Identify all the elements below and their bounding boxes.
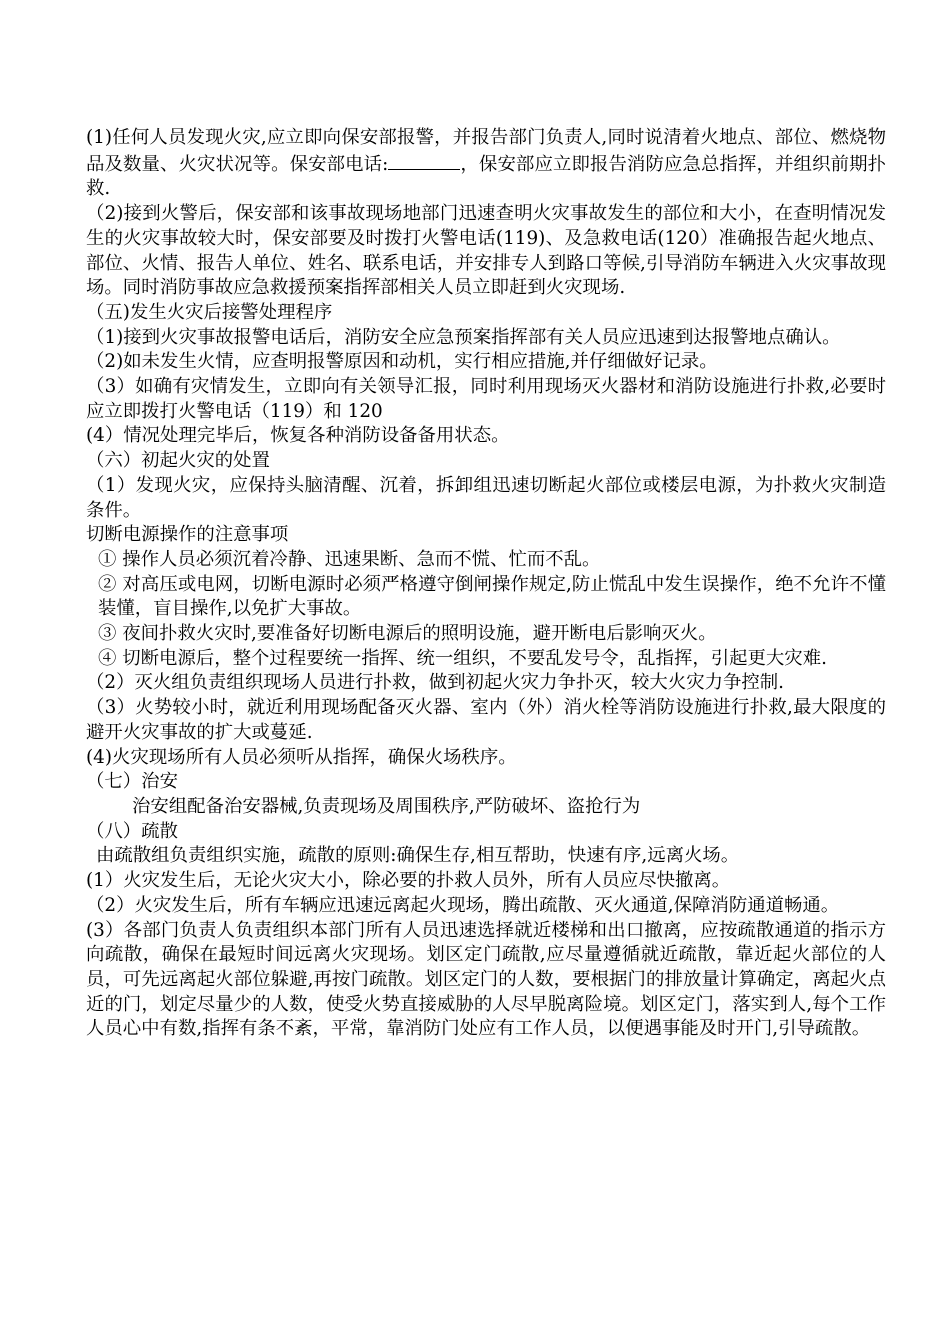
paragraph-confirm-location: （1)接到火灾事故报警电话后，消防安全应急预案指挥部有关人员应迅速到达报警地点确认。 <box>86 326 841 348</box>
phone-blank <box>388 151 460 170</box>
subheading-power-notes: 切断电源操作的注意事项 <box>86 524 289 546</box>
paragraph-vehicles: （2）火灾发生后，所有车辆应迅速远离起火现场，腾出疏散、灭火通道,保障消防通道畅通。 <box>86 894 840 916</box>
paragraph-small-fire: （3）火势较小时，就近利用现场配备灭火器、室内（外）消火栓等消防设施进行扑救,最大限度的避开火灾事故的扩大或蔓延. <box>86 697 886 743</box>
paragraph-after-alarm: （2)接到火警后，保安部和该事故现场地部门迅速查明火灾事故发生的部位和大小，在查明情况发生的火灾事故较大时，保安部要及时拨打火警电话(119)、及急救电话(120）准确报告起火地点、部位、火情、报告人单位、姓名、联系电话，并安排专人到路口等候,引导消防车辆进入火灾事故现场。同时消防事故应急救援预案指挥部相关人员立即赶到火灾现场. <box>86 203 886 299</box>
paragraph-evacuate-people: (1）火灾发生后，无论火灾大小，除必要的扑救人员外，所有人员应尽快撤离。 <box>86 870 731 892</box>
note-item-3: ③ 夜间扑救火灾时,要准备好切断电源后的照明设施，避开断电后影响灭火。 <box>98 623 717 645</box>
paragraph-fire-confirmed: （3）如确有灾情发生，立即向有关领导汇报，同时利用现场灭火器材和消防设施进行扑救,必要时应立即拨打火警电话（119）和 120 <box>86 376 886 422</box>
section-heading-8: （八）疏散 <box>86 820 178 842</box>
paragraph-restore-equipment: (4）情况处理完毕后，恢复各种消防设备备用状态。 <box>86 425 510 447</box>
paragraph-security: 治安组配备治安器械,负责现场及周围秩序,严防破坏、盗抢行为 <box>132 795 641 817</box>
paragraph-department-evacuation: (3）各部门负责人负责组织本部门所有人员迅速选择就近楼梯和出口撤离，应按疏散通道的指示方向疏散，确保在最短时间远离火灾现场。划区定门疏散,应尽量遵循就近疏散，靠近起火部位的人员，可先远离起火部位躲避,再按门疏散。划区定门的人数，要根据门的排放量计算确定，离起火点近的门，划定尽量少的人数，使受火势直接威胁的人尽早脱离险境。划区定门，落实到人,每个工作人员心中有数,指挥有条不紊，平常，靠消防门处应有工作人员，以便遇事能及时开门,引导疏散。 <box>86 919 886 1040</box>
document-body <box>86 126 886 1042</box>
paragraph-no-fire: （2)如未发生火情，应查明报警原因和动机，实行相应措施,并仔细做好记录。 <box>86 351 718 373</box>
paragraph-text: (1)任何人员发现火灾,应立即向保安部报警，并报告部门负责人,同时说清着火地点、部位、燃烧物品及数量、火灾状况等。保安部电话: <box>86 127 886 175</box>
note-item-4: ④ 切断电源后，整个过程要统一指挥、统一组织，不要乱发号令，乱指挥，引起更大灾难. <box>98 647 827 669</box>
paragraph-cut-power: （1）发现火灾，应保持头脑清醒、沉着，拆卸组迅速切断起火部位或楼层电源，为扑救火灾制造条件。 <box>86 474 886 521</box>
paragraph-text: ，保安部应立即报告消防应急总指挥，并组织前期扑救. <box>86 153 886 200</box>
paragraph-fire-fighting: （2）灭火组负责组织现场人员进行扑救，做到初起火灾力争扑灭，较大火灾力争控制. <box>86 672 785 694</box>
section-heading-5: （五)发生火灾后接警处理程序 <box>86 301 333 323</box>
note-item-2: ② 对高压或电网，切断电源时必须严格遵守倒闸操作规定,防止慌乱中发生误操作，绝不允许不懂装懂，盲目操作,以免扩大事故。 <box>98 573 886 620</box>
section-heading-6: （六）初起火灾的处置 <box>86 450 270 472</box>
paragraph-report-fire <box>86 126 886 202</box>
note-item-1: ① 操作人员必须沉着冷静、迅速果断、急而不慌、忙而不乱。 <box>98 548 601 570</box>
paragraph-evacuation-principle: 由疏散组负责组织实施，疏散的原则:确保生存,相互帮助，快速有序,远离火场。 <box>96 845 740 867</box>
section-heading-7: （七）治安 <box>86 771 178 793</box>
paragraph-obey-command: (4)火灾现场所有人员必须听从指挥，确保火场秩序。 <box>86 746 517 768</box>
